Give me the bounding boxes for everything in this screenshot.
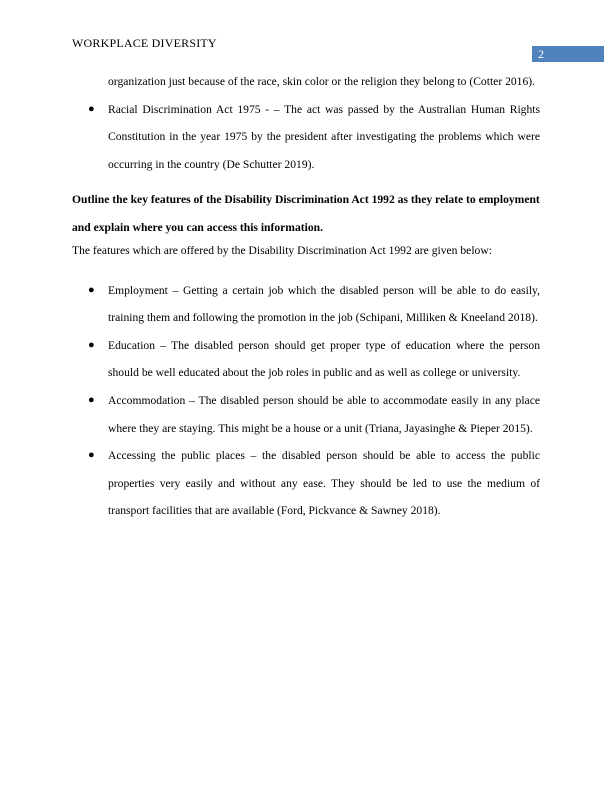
intro-paragraph: The features which are offered by the Disability Discrimination Act 1992 are given below: xyxy=(72,243,492,257)
features-list xyxy=(72,277,540,525)
list-item xyxy=(88,96,540,179)
continuation-paragraph: organization just because of the race, skin color or the religion they belong to (Cotter 2016). xyxy=(108,75,536,88)
bullet-icon: ● xyxy=(88,102,95,115)
list-item-text: Accommodation – The disabled person should be able to accommodate easily in any place where they are staying. This might be a house or a unit (Triana, Jayasinghe & Pieper 2015). xyxy=(108,393,540,435)
list-item-text: Employment – Getting a certain job which the disabled person will be able to do easily, training them and following the promotion in the job (Schipani, Milliken & Kneeland 2018). xyxy=(108,283,540,325)
page-number: 2 xyxy=(532,46,604,62)
list-item-text: Education – The disabled person should get proper type of education where the person should be well educated about the job roles in public and as well as college or university. xyxy=(108,338,540,380)
list-item xyxy=(88,332,540,387)
bullet-icon: ● xyxy=(88,393,95,406)
bullet-icon: ● xyxy=(88,338,95,351)
list-item-text: Accessing the public places – the disabled person should be able to access the public properties very easily and without any ease. They should be led to use the medium of transport facilities that are available (Ford, Pickvance & Sawney 2018). xyxy=(108,449,540,518)
list-item xyxy=(88,442,540,525)
document-body xyxy=(72,68,540,525)
racial-act-list xyxy=(72,96,540,179)
list-item xyxy=(88,277,540,332)
list-item-text: Racial Discrimination Act 1975 - – The act was passed by the Australian Human Rights Constitution in the year 1975 by the president after investigating the problems which were occurring in the country (De Schutter 2019). xyxy=(108,102,540,171)
bullet-icon: ● xyxy=(88,449,95,462)
bullet-icon: ● xyxy=(88,283,95,296)
section-heading: Outline the key features of the Disability Discrimination Act 1992 as they relate to employment and explain where you can access this information. xyxy=(72,193,540,234)
list-item xyxy=(88,387,540,442)
running-head: WORKPLACE DIVERSITY xyxy=(72,36,217,50)
